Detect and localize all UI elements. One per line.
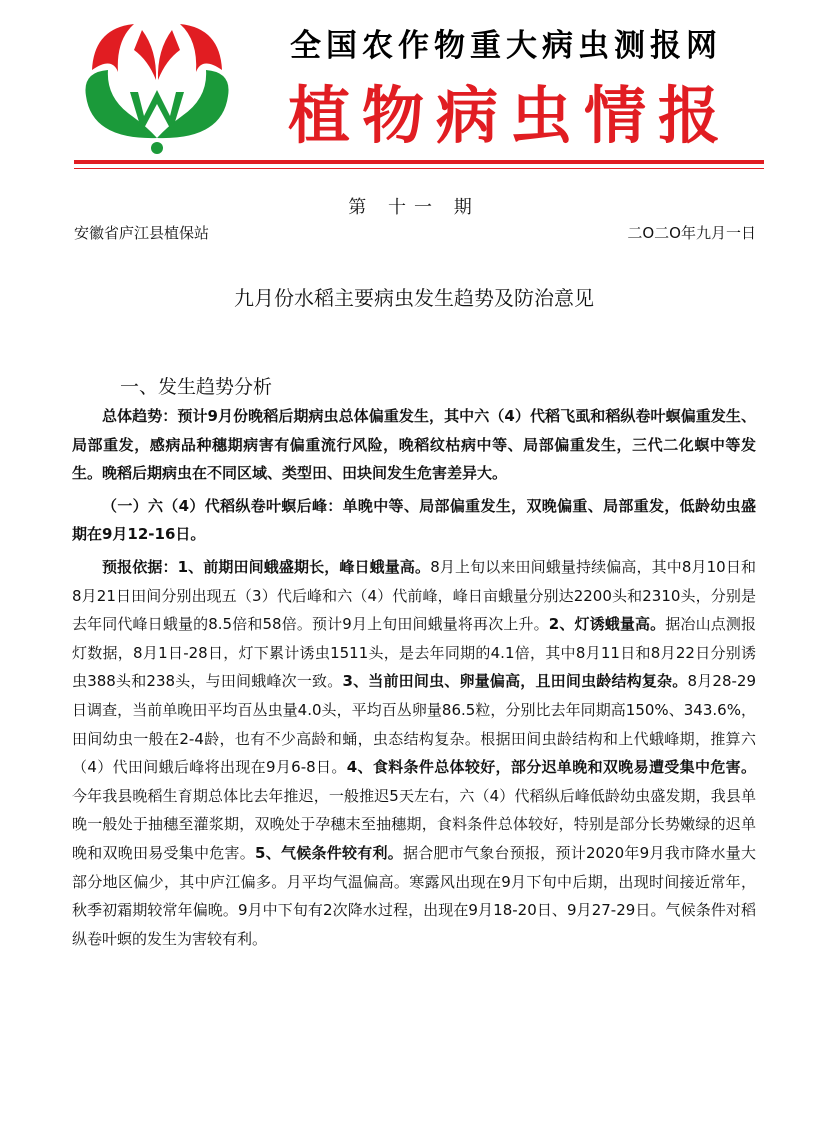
subsection-label: （一）六（4）代稻纵卷叶螟后峰： [102,496,343,515]
issuing-organization: 安徽省庐江县植保站 [74,224,210,242]
forecast-basis-label: 预报依据： [102,557,178,576]
issue-number: 第 十一 期 [348,197,480,218]
subsection-text: 单晚中等、局部偏重发生，双晚偏重、局部重发，低龄幼虫盛期在9月12-16日。 [72,496,756,544]
basis-point-2-heading: 2、灯诱蛾量高。 [548,615,666,634]
overall-trend-text: 预计9月份晚稻后期病虫总体偏重发生，其中六（4）代稻飞虱和稻纵卷叶螟偏重发生、局部重发，感病品种穗期病害有偏重流行风险，晚稻纹枯病中等、局部偏重发生，三代二化螟中等发生。晚稻后期病虫在不同区域、类型田、田块间发生危害差异大。 [72,407,756,483]
plant-protection-logo [72,20,242,160]
document-body [72,402,756,957]
basis-point-3-heading: 3、当前田间虫、卵量偏高，且田间虫龄结构复杂。 [342,672,688,691]
document-title: 九月份水稻主要病虫发生趋势及防治意见 [234,286,594,310]
subsection-paragraph [72,492,756,549]
basis-point-1-heading: 1、前期田间蛾盛期长，峰日蛾量高。 [177,557,431,576]
overall-trend-paragraph [72,402,756,488]
basis-point-5-heading: 5、气候条件较有利。 [255,843,403,862]
basis-point-5-text: 据合肥市气象台预报，预计2020年9月我市降水量大部分地区偏少，其中庐江偏多。月平均气温偏高。寒露风出现在9月下旬中后期，出现时间接近常年，秋季初霜期较常年偏晚。9月中下旬有2次降水过程，出现在9月18-20日、9月27-29日。气候条件对稻纵卷叶螟的发生为害较有利。 [72,843,756,948]
basis-point-3-text: 8月28-29日调查，当前单晚田平均百丛虫量4.0头，平均百丛卵量86.5粒，分别比去年同期高150%、343.6%，田间幼虫一般在2-4龄，也有不少高龄和蛹，虫态结构复杂。根据田间虫龄结构和上代蛾峰期，推算六（4）代田间蛾后峰将出现在9月6-8日。 [72,672,756,777]
network-name: 全国农作物重大病虫测报网 [290,28,722,64]
forecast-basis-paragraph [72,553,756,953]
header-rule-thin [74,168,764,169]
header-rule-thick [74,160,764,164]
basis-point-4-heading: 4、食料条件总体较好，部分迟单晚和双晚易遭受集中危害。 [346,758,756,777]
basis-point-1-text: 8月上旬以来田间蛾量持续偏高，其中8月10日和8月21日田间分别出现五（3）代后峰和六（4）代前峰，峰日亩蛾量分别达2200头和2310头，分别是去年同代峰日蛾量的8.5倍和58倍。预计9月上旬田间蛾量将再次上升。 [72,557,756,634]
section-heading: 一、发生趋势分析 [120,376,273,398]
bulletin-title: 植物病虫情报 [288,79,733,152]
overall-trend-label: 总体趋势： [102,407,178,425]
issue-date: 二O二O年九月一日 [627,224,756,242]
basis-point-4-text: 今年我县晚稻生育期总体比去年推迟，一般推迟5天左右，六（4）代稻纵后峰低龄幼虫盛发期，我县单晚一般处于抽穗至灌浆期，双晚处于孕穗末至抽穗期，食料条件总体较好，特别是部分长势嫩绿的迟单晚和双晚田易受集中危害。 [72,786,756,862]
basis-point-2-text: 据冶山点测报灯数据，8月1日-28日，灯下累计诱虫1511头，是去年同期的4.1倍，其中8月11日和8月22日分别诱虫388头和238头，与田间蛾峰次一致。 [72,615,756,691]
